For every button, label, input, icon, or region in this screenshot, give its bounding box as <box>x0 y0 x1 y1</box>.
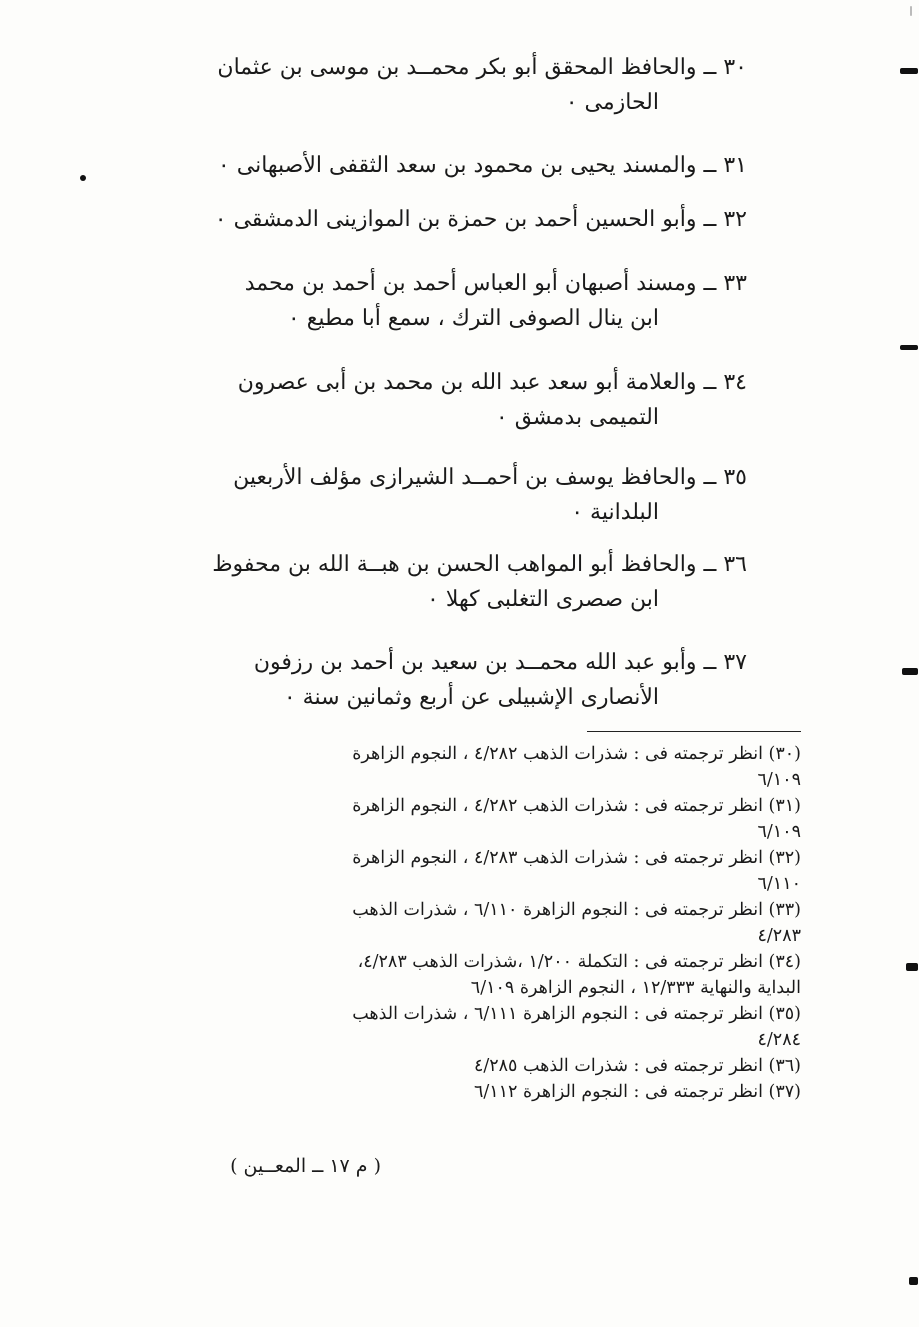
entry-continuation: الحازمى ٠ <box>565 90 659 115</box>
entry-line: ٣٧ ــ وأبو عبد الله محمــد بن سعيد بن أحمد بن رزفون <box>253 650 747 675</box>
scan-speck <box>80 175 86 181</box>
footnote-text: (٣٤) انظر ترجمته فى : التكملة ١/٢٠٠ ،شذرات الذهب ٤/٢٨٣، <box>357 952 801 972</box>
footnote-37 <box>156 1079 801 1105</box>
footnote-continuation: ٦/١٠٩ <box>757 770 801 790</box>
scan-speck <box>910 6 912 16</box>
footnote-continuation: البداية والنهاية ١٢/٣٣٣ ، النجوم الزاهرة ٦/١٠٩ <box>470 978 801 998</box>
footnote-36 <box>156 1053 801 1079</box>
entry-line: ٣٢ ــ وأبو الحسين أحمد بن حمزة بن الموازينى الدمشقى ٠ <box>214 207 747 232</box>
entry-line: ٣٤ ــ والعلامة أبو سعد عبد الله بن محمد بن أبى عصرون <box>237 370 747 395</box>
footnote-continuation: ٦/١١٠ <box>757 874 801 894</box>
entry-line: ٣١ ــ والمسند يحيى بن محمود بن سعد الثقفى الأصبهانى ٠ <box>217 153 747 178</box>
footnote-continuation: ٤/٢٨٣ <box>757 926 801 946</box>
scan-mark <box>906 963 918 971</box>
footnote-text: (٣٢) انظر ترجمته فى : شذرات الذهب ٤/٢٨٣ ، النجوم الزاهرة <box>352 848 801 868</box>
footnote-33 <box>156 897 801 949</box>
footnote-31 <box>156 793 801 845</box>
footnote-text: (٣٦) انظر ترجمته فى : شذرات الذهب ٤/٢٨٥ <box>473 1056 801 1076</box>
footnote-text: (٣٠) انظر ترجمته فى : شذرات الذهب ٤/٢٨٢ ، النجوم الزاهرة <box>352 744 801 764</box>
entry-34 <box>157 365 747 435</box>
footnotes <box>156 741 801 1105</box>
entry-continuation: البلدانية ٠ <box>571 500 659 525</box>
entry-36 <box>157 547 747 617</box>
entry-continuation: ابن ينال الصوفى الترك ، سمع أبا مطيع ٠ <box>287 306 659 331</box>
entry-35 <box>157 460 747 530</box>
entry-30 <box>157 50 747 120</box>
scan-mark <box>902 668 918 675</box>
footnote-separator <box>587 731 801 732</box>
entry-continuation: التميمى بدمشق ٠ <box>495 405 659 430</box>
scan-mark <box>909 1277 918 1285</box>
entry-line: ٣٠ ــ والحافظ المحقق أبو بكر محمــد بن موسى بن عثمان <box>217 55 747 80</box>
entry-line: ٣٥ ــ والحافظ يوسف بن أحمــد الشيرازى مؤلف الأربعين <box>233 465 747 490</box>
footnote-30 <box>156 741 801 793</box>
scan-mark <box>900 68 918 74</box>
entry-31 <box>157 148 747 183</box>
page-signature: ( م ١٧ ــ المعــين ) <box>230 1155 381 1177</box>
entry-continuation: ابن صصرى التغلبى كهلا ٠ <box>427 587 659 612</box>
footnote-text: (٣٣) انظر ترجمته فى : النجوم الزاهرة ٦/١١٠ ، شذرات الذهب <box>352 900 801 920</box>
entry-continuation: الأنصارى الإشبيلى عن أربع وثمانين سنة ٠ <box>283 685 659 710</box>
entry-33 <box>157 266 747 336</box>
footnote-continuation: ٦/١٠٩ <box>757 822 801 842</box>
entry-line: ٣٦ ــ والحافظ أبو المواهب الحسن بن هبــة الله بن محفوظ <box>212 552 747 577</box>
scan-mark <box>900 345 918 350</box>
entry-37 <box>157 645 747 715</box>
footnote-34 <box>156 949 801 1001</box>
footnote-text: (٣١) انظر ترجمته فى : شذرات الذهب ٤/٢٨٢ ، النجوم الزاهرة <box>352 796 801 816</box>
entry-32 <box>157 202 747 237</box>
footnote-35 <box>156 1001 801 1053</box>
footnote-continuation: ٤/٢٨٤ <box>757 1030 801 1050</box>
footnote-text: (٣٥) انظر ترجمته فى : النجوم الزاهرة ٦/١١١ ، شذرات الذهب <box>352 1004 801 1024</box>
footnote-text: (٣٧) انظر ترجمته فى : النجوم الزاهرة ٦/١١٢ <box>473 1082 801 1102</box>
footnote-32 <box>156 845 801 897</box>
entry-line: ٣٣ ــ ومسند أصبهان أبو العباس أحمد بن أحمد بن محمد <box>244 271 747 296</box>
